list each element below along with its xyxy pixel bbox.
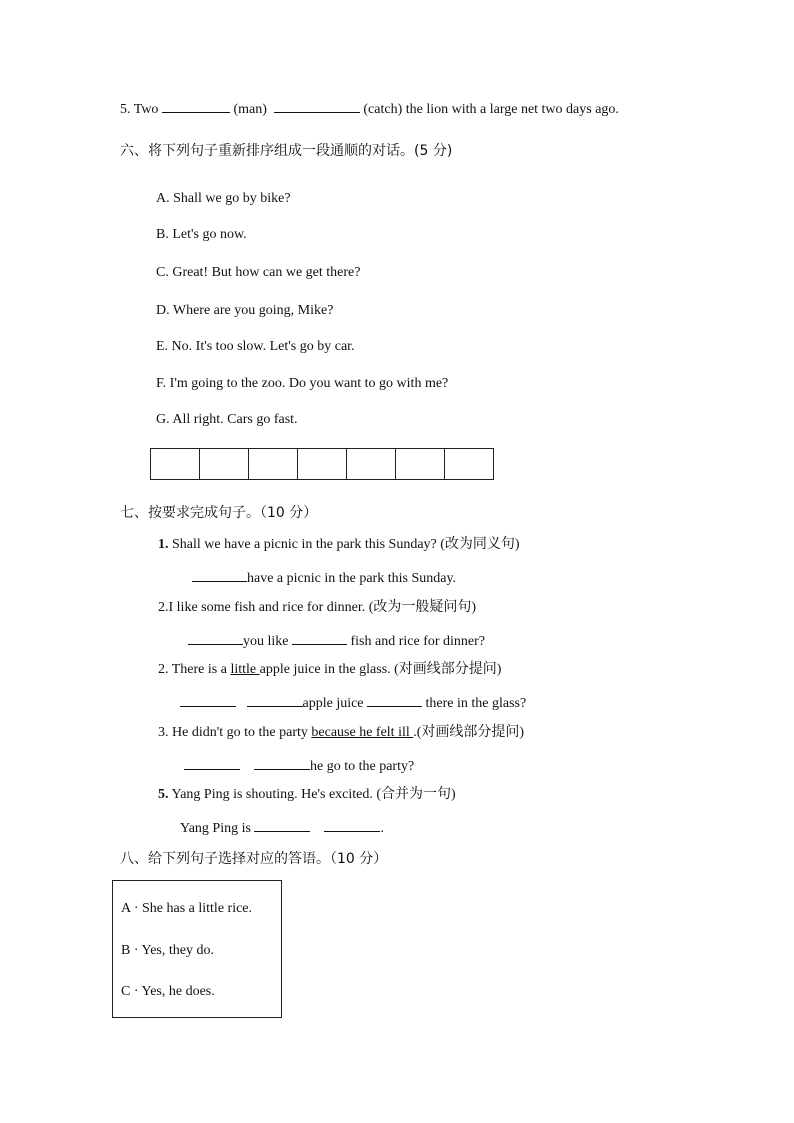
answer-blank[interactable] bbox=[254, 755, 310, 770]
order-answer-cell[interactable] bbox=[396, 449, 445, 480]
section-8-title: 八、给下列句子选择对应的答语。（10 分） bbox=[120, 851, 388, 867]
order-answer-grid bbox=[150, 448, 494, 480]
order-answer-cell[interactable] bbox=[347, 449, 396, 480]
answer-text: . bbox=[380, 821, 384, 836]
rewrite-answer-2 bbox=[188, 630, 485, 651]
order-answer-cell[interactable] bbox=[249, 449, 298, 480]
underlined-phrase: because he felt ill bbox=[311, 725, 414, 740]
answer-text: fish and rice for dinner? bbox=[350, 634, 485, 649]
answer-text: there in the glass? bbox=[425, 696, 527, 711]
section-7-title: 七、按要求完成句子。（10 分） bbox=[120, 505, 318, 521]
question-number: 1. bbox=[158, 537, 169, 552]
answer-text: you like bbox=[243, 634, 289, 649]
answer-blank[interactable] bbox=[292, 630, 347, 645]
question-5-hint-2: (catch) the lion with a large net two days ago. bbox=[363, 102, 619, 117]
rewrite-question-1 bbox=[158, 536, 520, 554]
answer-text: apple juice bbox=[302, 696, 364, 711]
answer-blank[interactable] bbox=[274, 98, 360, 113]
rewrite-question-4 bbox=[158, 724, 524, 742]
answer-text: Yang Ping is bbox=[180, 821, 251, 836]
answer-blank[interactable] bbox=[247, 692, 303, 707]
answer-blank[interactable] bbox=[162, 98, 230, 113]
answer-choices-box bbox=[112, 880, 282, 1018]
dialog-option-d: D. Where are you going, Mike? bbox=[156, 303, 334, 318]
dialog-option-a: A. Shall we go by bike? bbox=[156, 191, 291, 206]
answer-blank[interactable] bbox=[254, 817, 310, 832]
answer-blank[interactable] bbox=[184, 755, 240, 770]
question-5 bbox=[120, 98, 619, 119]
choice-c: C · Yes, he does. bbox=[121, 984, 215, 999]
answer-text: he go to the party? bbox=[310, 759, 415, 774]
rewrite-question-5 bbox=[158, 786, 456, 804]
question-text: 3. He didn't go to the party bbox=[158, 725, 312, 740]
question-5-prefix: 5. Two bbox=[120, 102, 159, 117]
dialog-option-g: G. All right. Cars go fast. bbox=[156, 412, 298, 427]
answer-blank[interactable] bbox=[180, 692, 236, 707]
question-text: Yang Ping is shouting. He's excited. (合并为一句) bbox=[168, 787, 456, 802]
answer-blank[interactable] bbox=[324, 817, 380, 832]
answer-text: have a picnic in the park this Sunday. bbox=[247, 571, 457, 586]
question-number: 5. bbox=[158, 787, 169, 802]
question-text: 2. There is a bbox=[158, 662, 231, 677]
order-answer-cell[interactable] bbox=[151, 449, 200, 480]
section-6-title: 六、将下列句子重新排序组成一段通顺的对话。(5 分) bbox=[120, 143, 453, 159]
rewrite-answer-3 bbox=[180, 692, 526, 713]
rewrite-answer-5 bbox=[180, 817, 384, 838]
dialog-option-b: B. Let's go now. bbox=[156, 227, 247, 242]
rewrite-question-2: 2.I like some fish and rice for dinner. (改为一般疑问句) bbox=[158, 600, 477, 615]
dialog-option-f: F. I'm going to the zoo. Do you want to go with me? bbox=[156, 376, 449, 391]
answer-blank[interactable] bbox=[367, 692, 422, 707]
order-answer-cell[interactable] bbox=[200, 449, 249, 480]
choice-b: B · Yes, they do. bbox=[121, 943, 214, 958]
dialog-option-e: E. No. It's too slow. Let's go by car. bbox=[156, 339, 355, 354]
answer-blank[interactable] bbox=[188, 630, 243, 645]
question-5-hint-1: (man) bbox=[233, 102, 267, 117]
question-text: apple juice in the glass. (对画线部分提问) bbox=[259, 662, 502, 677]
question-text: .(对画线部分提问) bbox=[413, 725, 525, 740]
underlined-word: little bbox=[230, 662, 260, 677]
order-answer-cell[interactable] bbox=[298, 449, 347, 480]
rewrite-answer-1 bbox=[192, 567, 456, 588]
dialog-option-c: C. Great! But how can we get there? bbox=[156, 265, 361, 280]
order-answer-cell[interactable] bbox=[445, 449, 494, 480]
answer-blank[interactable] bbox=[192, 567, 247, 582]
question-text: Shall we have a picnic in the park this Sunday? (改为同义句) bbox=[168, 537, 520, 552]
rewrite-question-3 bbox=[158, 661, 501, 679]
choice-a: A · She has a little rice. bbox=[121, 901, 253, 916]
rewrite-answer-4 bbox=[184, 755, 414, 776]
